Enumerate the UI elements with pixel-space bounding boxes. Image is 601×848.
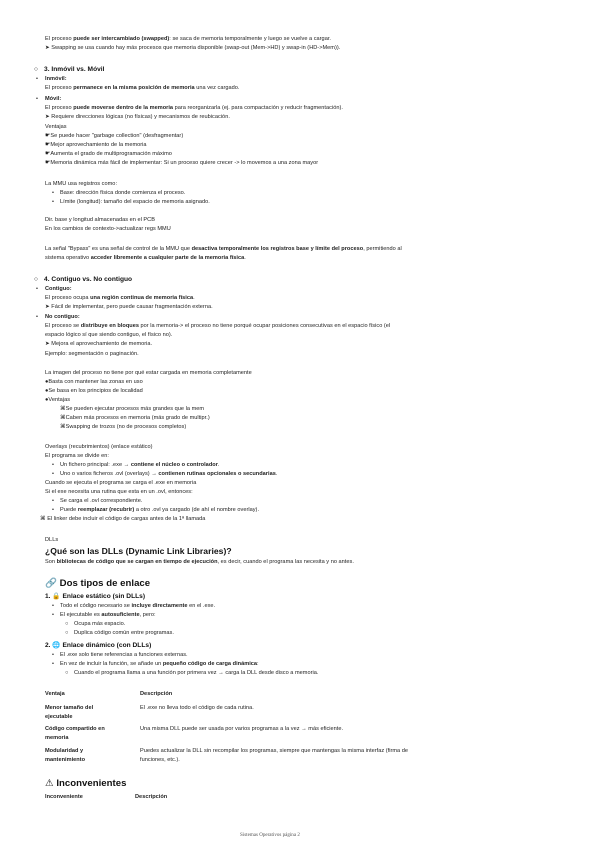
imagen-item: ●Basta con mantener las zonas en uso [45,379,143,385]
imagen-subitem: ⌘Caben más procesos en memoria (más grado de multipr.) [60,415,210,421]
rutina-line: Si el exe necesita una rutina que esta en un .ovl, entonces: [45,489,193,495]
flag-bullet-icon: ⌘ [60,415,66,421]
hand-bullet-icon: ☛ [45,151,51,157]
bullet-icon: • [36,314,38,320]
inmovil-label: Inmóvil: [45,76,67,82]
section-3-heading: ○ 3. Inmóvil vs. Móvil [34,66,105,73]
bullet-icon: • [36,96,38,102]
dll-question: ¿Qué son las DLLs (Dynamic Link Libraries)? [45,546,232,556]
mejora-line: ➤ Mejora el aprovechamiento de memoria. [45,341,153,347]
bullet-icon: • [52,652,54,658]
ejecuta-line: Cuando se ejecuta el programa se carga el .exe en memoria [45,480,197,486]
bullet-icon: • [52,471,54,477]
limite-line: Límite (longitud): tamaño del espacio de memoria asignado. [60,199,210,205]
hand-bullet-icon: ☛ [45,160,51,166]
nocontiguo-desc: El proceso se distribuye en bloques por la memoria-> el proceso no tiene porqué ocupar posiciones consecutivas en el espacio físico (el [45,323,391,329]
bullet-icon: • [52,507,54,513]
swap-line: El proceso puede ser intercambiado (swapped): se saca de memoria temporalmente y luego se vuelve a cargar. [45,36,331,42]
table-cell-descripcion: El .exe no lleva todo el código de cada rutina. [140,705,254,711]
bullet-dot-icon: ● [45,388,49,394]
imagen-subitem: ⌘Se pueden ejecutar procesos más grandes que la mem [60,406,205,412]
circle-bullet-icon: ○ [65,670,69,676]
circle-bullet-icon: ○ [65,621,69,627]
inconv-header-inconveniente: Inconveniente [45,794,83,800]
ventaja-item: ☛Mejor aprovechamiento de la memoria [45,142,147,148]
imagen-subitem: ⌘Swapping de trozos (no de procesos completos) [60,424,187,430]
flag-bullet-icon: ⌘ [60,424,66,430]
nocontiguo-desc-2: espacio lógico sí que siendo contiguo, el físico no). [45,332,173,338]
bullet-icon: • [52,462,54,468]
bullet-icon: • [52,190,54,196]
mmu-line: La MMU usa registros como: [45,181,118,187]
movil-label: Móvil: [45,96,62,102]
enlace-estatico-heading: 1. 🔒 Enlace estático (sin DLLs) [45,593,146,600]
table-cell-ventaja: memoria [45,735,69,741]
table-cell-ventaja: Código compartido en [45,726,105,732]
bullet-icon: • [52,498,54,504]
cambios-line: En los cambios de contexto->actualizar regs MMU [45,226,171,232]
circle-bullet-icon: ○ [34,66,39,73]
ventajas-label: Ventajas [45,124,67,130]
hand-bullet-icon: ☛ [45,142,51,148]
requiere-line: ➤ Requiere direcciones lógicas (no físicas) y mecanismos de reubicación. [45,114,230,120]
flag-bullet-icon: ⌘ [40,516,48,522]
divide-line: El programa se divide en: [45,453,109,459]
inmovil-desc: El proceso permanece en la misma posición de memoria una vez cargado. [45,85,240,91]
bypass-line-2: sistema operativo acceder libremente a cualquier parte de la memoria física. [45,255,246,261]
ventaja-item: ☛Aumenta el grado de multiprogramación máximo [45,151,172,157]
bypass-line: La señal "Bypass" es una señal de control de la MMU que desactiva temporalmente los registros base y límite del proceso, permitiendo al [45,246,402,252]
rutina-item: Puede reemplazar (recubrir) a otro .ovl ya cargado (de ahí el nombre overlay). [60,507,260,513]
bullet-icon: • [36,286,38,292]
estatico-subitem: Ocupa más espacio. [74,621,126,627]
table-cell-ventaja: ejecutable [45,714,73,720]
bullet-icon: • [52,661,54,667]
section-4-heading: ○ 4. Contiguo vs. No contiguo [34,276,133,283]
ejemplo-line: Ejemplo: segmentación o paginación. [45,351,139,357]
movil-desc: El proceso puede moverse dentro de la memoria para reorganizarla (ej. para compactación y reducir fragmentación). [45,105,343,111]
dinamico-item: En vez de incluir la función, se añade un pequeño código de carga dinámica: [60,661,259,667]
linker-line: ⌘ El linker debe incluir el código de cargas antes de la 1ª llamada [40,516,206,522]
bullet-dot-icon: ● [45,397,49,403]
enlace-dinamico-heading: 2. 🌐 Enlace dinámico (con DLLs) [45,642,152,649]
circle-bullet-icon: ○ [34,276,39,283]
dll-small-label: DLLs [45,537,59,543]
rutina-item: Se carga el .ovl correspondiente. [60,498,143,504]
table-cell-ventaja: Modularidad y [45,748,84,754]
bullet-icon: • [52,199,54,205]
table-cell-descripcion: funciones, etc.). [140,757,180,763]
base-line: Base: dirección física donde comienza el proceso. [60,190,186,196]
dll-desc: Son bibliotecas de código que se cargan en tiempo de ejecución, es decir, cuando el programa las necesita y no antes. [45,559,354,565]
ventaja-item: ☛Memoria dinámica más fácil de implementar: Si un proceso quiere crecer -> lo movemos a una zona mayor [45,160,319,166]
flag-bullet-icon: ⌘ [60,406,66,412]
table-cell-descripcion: Puedes actualizar la DLL sin recompilar los programas, siempre que mantengas la misma interfaz (firma de [140,748,409,754]
circle-bullet-icon: ○ [65,630,69,636]
imagen-item: ●Se basa en los principios de localidad [45,388,143,394]
estatico-subitem: Duplica código común entre programas. [74,630,174,636]
facil-line: ➤ Fácil de implementar, pero puede causar fragmentación externa. [45,304,213,310]
bullet-dot-icon: ● [45,379,49,385]
divide-item: Un fichero principal: .exe → contiene el núcleo o controlador. [60,462,220,468]
inconv-header-descripcion: Descripción [135,794,168,800]
imagen-line: La imagen del proceso no tiene por qué estar cargada en memoria completamente [45,370,252,376]
contiguo-desc: El proceso ocupa una región continua de memoria física. [45,295,195,301]
dinamico-item: El .exe solo tiene referencias a funciones externas. [60,652,188,658]
page-footer: Sistemas Operativos página 2 [240,833,300,838]
table-header-ventaja: Ventaja [45,691,65,697]
ventaja-item: ☛Se puede hacer "garbage collection" (desfragmentar) [45,133,184,139]
swap-note: ➤ Swapping se usa cuando hay más procesos que memoria disponible (swap-out (Mem->HD) y swap-in (HD->Mem)). [45,45,341,51]
bullet-icon: • [36,76,38,82]
divide-item: Uno o varios ficheros .ovl (overlays) → contienen rutinas opcionales o secundarias. [60,471,278,477]
inconvenientes-heading: ⚠ Inconvenientes [45,778,127,789]
bullet-icon: • [52,603,54,609]
link-icon: 🔗 [45,578,57,589]
table-cell-ventaja: mantenimiento [45,757,86,763]
warning-icon: ⚠ [45,778,54,789]
dinamico-subitem: Cuando el programa llama a una función por primera vez → carga la DLL desde disco a memoria. [74,670,319,676]
table-cell-descripcion: Una misma DLL puede ser usada por varios programas a la vez → más eficiente. [140,726,344,732]
bullet-icon: • [52,612,54,618]
estatico-item: El ejecutable es autosuficiente, pero: [60,612,156,618]
table-cell-ventaja: Menor tamaño del [45,705,94,711]
estatico-item: Todo el código necesario se incluye directamente en el .exe. [60,603,216,609]
nocontiguo-label: No contiguo: [45,314,80,320]
table-header-descripcion: Descripción [140,691,173,697]
imagen-item: ●Ventajas [45,397,71,403]
tipos-heading: 🔗 Dos tipos de enlace [45,578,151,589]
dir-line: Dir. base y longitud almacenadas en el PCB [45,217,155,223]
contiguo-label: Contiguo: [45,286,72,292]
hand-bullet-icon: ☛ [45,133,51,139]
overlays-line: Overlays (recubrimientos) (enlace estático) [45,444,153,450]
